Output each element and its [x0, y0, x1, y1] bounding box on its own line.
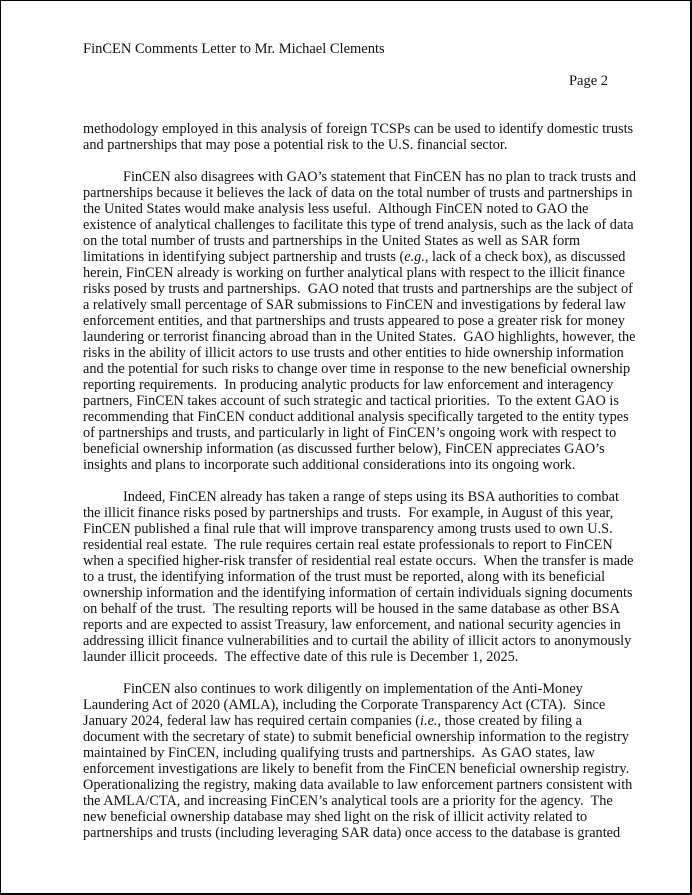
text-line: beneficial ownership information (as discussed further below), FinCEN appreciates GAO’s [83, 441, 605, 457]
text-line: when a specified higher-risk transfer of residential real estate occurs. When the transfer is made [83, 553, 634, 569]
text-line: enforcement investigations are likely to benefit from the FinCEN beneficial ownership registry. [83, 761, 630, 777]
text-line: reports and are expected to assist Treasury, law enforcement, and national security agencies in [83, 617, 621, 633]
letter-header-title: FinCEN Comments Letter to Mr. Michael Clements [83, 41, 385, 57]
letter-body [83, 121, 637, 857]
text-line: existence of analytical challenges to facilitate this type of trend analysis, such as the lack of data [83, 217, 634, 233]
text-line: addressing illicit finance vulnerabilities and to curtail the ability of illicit actors to anonymously [83, 633, 632, 649]
text-line: document with the secretary of state) to submit beneficial ownership information to the registry [83, 729, 629, 745]
page-number: Page 2 [568, 73, 608, 89]
text-line: Indeed, FinCEN already has taken a range of steps using its BSA authorities to combat [123, 489, 619, 505]
text-line [83, 249, 626, 265]
text-segment: , lack of a check box), as discussed [424, 249, 626, 265]
text-line: ownership information and the identifying information of certain individuals signing documents [83, 585, 633, 601]
text-line: partnerships because it believes the lack of data on the total number of trusts and partnerships in [83, 185, 633, 201]
text-line: the illicit finance risks posed by partnerships and trusts. For example, in August of this year, [83, 505, 614, 521]
text-line: the United States would make analysis less useful. Although FinCEN noted to GAO the [83, 201, 589, 217]
text-line: herein, FinCEN already is working on further analytical plans with respect to the illicit finance [83, 265, 625, 281]
italic-abbreviation: e.g. [404, 249, 425, 265]
text-line: insights and plans to incorporate such additional considerations into its ongoing work. [83, 457, 576, 473]
text-line: Operationalizing the registry, making data available to law enforcement partners consistent with [83, 777, 633, 793]
text-line: enforcement entities, and that partnerships and trusts appeared to pose a greater risk for money [83, 313, 625, 329]
text-line: Laundering Act of 2020 (AMLA), including the Corporate Transparency Act (CTA). Since [83, 697, 606, 713]
text-line: and partnerships that may pose a potential risk to the U.S. financial sector. [83, 137, 508, 153]
text-segment: , those created by filing a [437, 713, 583, 729]
text-line: FinCEN published a final rule that will improve transparency among trusts used to own U.S. [83, 521, 613, 537]
text-line: new beneficial ownership database may shed light on the risk of illicit activity related to [83, 809, 588, 825]
text-line: the AMLA/CTA, and increasing FinCEN’s analytical tools are a priority for the agency. The [83, 793, 613, 809]
text-line: partners, FinCEN takes account of such strategic and tactical priorities. To the extent GAO is [83, 393, 619, 409]
text-line [83, 713, 623, 729]
text-line: a relatively small percentage of SAR submissions to FinCEN and investigations by federal law [83, 297, 626, 313]
text-line: and the potential for such risks to change over time in response to the new beneficial ownership [83, 361, 631, 377]
text-line: laundering or terrorist financing abroad than in the United States. GAO highlights, however, the [83, 329, 636, 345]
paragraph-bsa-steps [83, 489, 634, 665]
text-line: to a trust, the identifying information of the trust must be reported, along with its beneficial [83, 569, 606, 585]
text-segment: January 2024, federal law has required certain companies ( [83, 713, 421, 729]
text-segment: limitations in identifying subject partnership and trusts ( [83, 249, 405, 265]
text-line: partnerships and trusts (including leveraging SAR data) once access to the database is granted [83, 825, 621, 841]
paragraph-amla-implementation [83, 681, 633, 841]
paragraph-continuation [83, 121, 634, 153]
text-line: risks posed by trusts and partnerships. GAO noted that trusts and partnerships are the subject of [83, 281, 633, 297]
text-line: of partnerships and trusts, and particularly in light of FinCEN’s ongoing work with respect to [83, 425, 617, 441]
text-line: FinCEN also continues to work diligently on implementation of the Anti-Money [123, 681, 583, 697]
paragraph-gao-disagreement [83, 169, 637, 473]
text-line: recommending that FinCEN conduct additional analysis specifically targeted to the entity types [83, 409, 629, 425]
text-line: on behalf of the trust. The resulting reports will be housed in the same database as other BSA [83, 601, 620, 617]
italic-abbreviation: i.e. [420, 713, 438, 729]
text-line: risks in the ability of illicit actors to use trusts and other entities to hide ownership information [83, 345, 624, 361]
text-line: methodology employed in this analysis of foreign TCSPs can be used to identify domestic trusts [83, 121, 634, 137]
text-line: reporting requirements. In producing analytic products for law enforcement and interagency [83, 377, 614, 393]
text-line: launder illicit proceeds. The effective date of this rule is December 1, 2025. [83, 649, 519, 665]
text-line: maintained by FinCEN, including qualifying trusts and partnerships. As GAO states, law [83, 745, 595, 761]
text-line: residential real estate. The rule requires certain real estate professionals to report to FinCEN [83, 537, 613, 553]
text-line: on the total number of trusts and partnerships in the United States as well as SAR form [83, 233, 581, 249]
text-line: FinCEN also disagrees with GAO’s statement that FinCEN has no plan to track trusts and [123, 169, 637, 185]
